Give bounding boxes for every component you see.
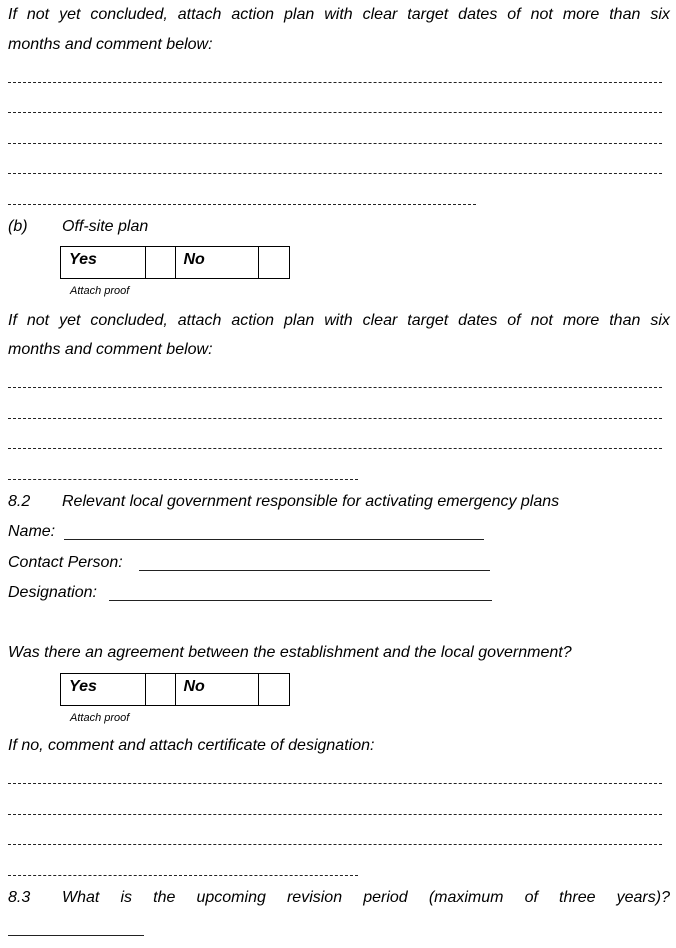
- answer-line[interactable]: [8, 418, 662, 419]
- no-label: No: [183, 678, 205, 695]
- answer-line[interactable]: [8, 82, 662, 83]
- yes-label: Yes: [69, 678, 97, 695]
- no-checkbox[interactable]: [259, 247, 289, 278]
- yes-cell: [61, 247, 146, 278]
- answer-line[interactable]: [8, 814, 662, 815]
- name-label: Name:: [8, 523, 56, 540]
- question-word: years)?: [616, 889, 670, 906]
- word: not: [530, 6, 553, 23]
- question-word: is: [120, 889, 133, 906]
- word: yet: [59, 312, 81, 329]
- question-word: upcoming: [196, 889, 266, 906]
- attach-proof-note: Attach proof: [70, 712, 130, 724]
- word: attach: [177, 312, 222, 329]
- answer-line[interactable]: [8, 783, 662, 784]
- word: of: [507, 6, 521, 23]
- section-8-2-number: 8.2: [8, 493, 31, 510]
- word: plan: [283, 6, 315, 23]
- attach-proof-note: Attach proof: [70, 285, 130, 297]
- section-8-3-question: [62, 890, 670, 906]
- word: more: [562, 6, 600, 23]
- answer-line[interactable]: [8, 479, 358, 480]
- word: with: [324, 6, 353, 23]
- word: target: [407, 6, 449, 23]
- word: If: [8, 6, 17, 23]
- word: dates: [458, 312, 498, 329]
- word: more: [562, 312, 600, 329]
- answer-line[interactable]: [8, 204, 476, 205]
- name-field[interactable]: [64, 539, 484, 540]
- designation-label: Designation:: [8, 584, 97, 601]
- word: action: [231, 6, 275, 23]
- word: not: [26, 312, 50, 329]
- answer-line[interactable]: [8, 143, 662, 144]
- yes-cell: [61, 674, 146, 705]
- word: of: [507, 312, 521, 329]
- section-b-label: (b): [8, 218, 28, 235]
- offsite-yes-no-box: [60, 246, 290, 279]
- agreement-yes-no-box: [60, 673, 290, 706]
- yes-checkbox[interactable]: [146, 674, 176, 705]
- contact-person-label: Contact Person:: [8, 554, 123, 571]
- yes-label: Yes: [69, 251, 97, 268]
- answer-line[interactable]: [8, 112, 662, 113]
- revision-period-field[interactable]: [8, 935, 144, 936]
- word: clear: [362, 312, 398, 329]
- word: yet: [59, 6, 81, 23]
- word: not: [530, 312, 553, 329]
- question-word: of: [524, 889, 538, 906]
- no-checkbox[interactable]: [259, 674, 289, 705]
- question-word: revision: [286, 889, 343, 906]
- answer-line[interactable]: [8, 844, 662, 845]
- word: concluded,: [90, 312, 168, 329]
- answer-line[interactable]: [8, 875, 358, 876]
- question-word: period: [363, 889, 408, 906]
- word: six: [650, 6, 670, 23]
- designation-field[interactable]: [109, 600, 492, 601]
- section-a-comment-line2: months and comment below:: [8, 36, 213, 53]
- no-cell: [176, 247, 260, 278]
- agreement-question: Was there an agreement between the establishment and the local government?: [8, 644, 572, 661]
- answer-line[interactable]: [8, 173, 662, 174]
- question-word: the: [153, 889, 176, 906]
- answer-line[interactable]: [8, 448, 662, 449]
- word: than: [609, 6, 641, 23]
- word: dates: [458, 6, 498, 23]
- word: attach: [177, 6, 222, 23]
- section-b-comment-line2: months and comment below:: [8, 341, 213, 358]
- word: six: [650, 312, 670, 329]
- question-word: (maximum: [428, 889, 504, 906]
- word: with: [324, 312, 353, 329]
- word: If: [8, 312, 17, 329]
- word: action: [231, 312, 275, 329]
- word: than: [609, 312, 641, 329]
- answer-line[interactable]: [8, 387, 662, 388]
- no-cell: [176, 674, 260, 705]
- word: target: [407, 312, 449, 329]
- section-8-2-title: Relevant local government responsible for activating emergency plans: [62, 493, 560, 510]
- question-word: three: [559, 889, 596, 906]
- section-b-comment-line1: [8, 312, 670, 330]
- word: concluded,: [90, 6, 168, 23]
- question-word: What: [62, 889, 100, 906]
- word: clear: [362, 6, 398, 23]
- section-a-comment-line1: [8, 6, 670, 24]
- section-8-3-number: 8.3: [8, 889, 31, 906]
- no-label: No: [183, 251, 205, 268]
- word: not: [26, 6, 50, 23]
- yes-checkbox[interactable]: [146, 247, 176, 278]
- contact-person-field[interactable]: [139, 570, 490, 571]
- if-no-instruction: If no, comment and attach certificate of designation:: [8, 737, 375, 754]
- word: plan: [283, 312, 315, 329]
- section-b-title: Off-site plan: [62, 218, 149, 235]
